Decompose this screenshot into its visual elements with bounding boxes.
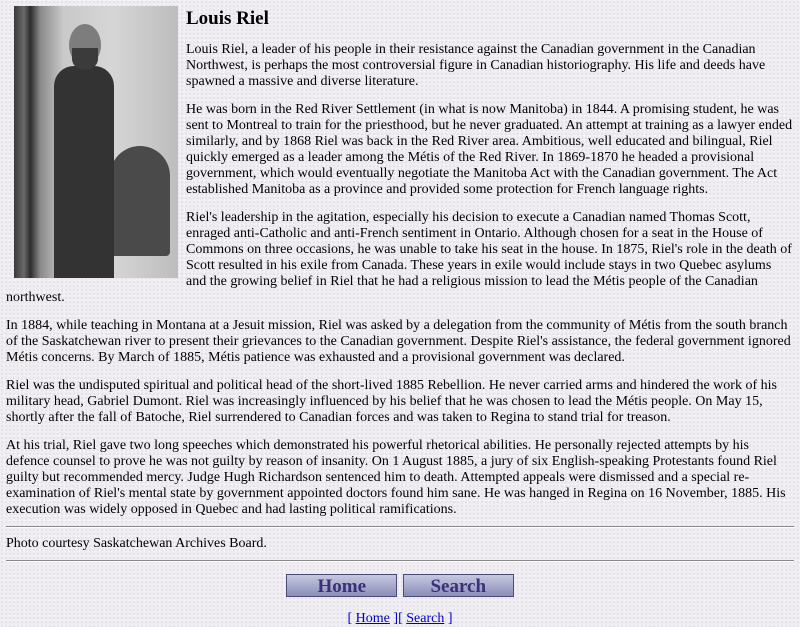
nav-buttons bbox=[6, 574, 794, 597]
home-button[interactable]: Home bbox=[286, 574, 397, 597]
paragraph: Louis Riel, a leader of his people in their resistance against the Canadian government in the Canadian Northwest, is perhaps the most controversial figure in Canadian historiography. His life and deeds have spawned a massive and diverse literature. bbox=[186, 42, 766, 89]
photo-figure bbox=[54, 66, 114, 278]
divider bbox=[6, 526, 794, 528]
bracket: ] bbox=[393, 611, 399, 626]
louis-riel-photo bbox=[14, 6, 178, 278]
bracket: [ bbox=[398, 611, 403, 626]
photo-credit: Photo courtesy Saskatchewan Archives Board. bbox=[6, 536, 267, 551]
paragraph: At his trial, Riel gave two long speeches which demonstrated his powerful rhetorical abilities. He personally rejected attempts by his defence counsel to prove he was not guilty by reason of insanity. On 1 August 1885, a jury of six English-speaking Protestants found Riel guilty but recommended mercy. Judge Hugh Richardson sentenced him to death. Attempted appeals were dismissed and a special re-examination of Riel's mental state by government appointed doctors found him sane. He was hanged in Regina on 16 November, 1885. His execution was widely opposed in Quebec and had lasting political ramifications. bbox=[6, 438, 786, 517]
home-link[interactable]: Home bbox=[355, 611, 390, 626]
paragraph: Riel's leadership in the agitation, especially his decision to execute a Canadian named Thomas Scott, enraged anti-Catholic and anti-French sentiment in Ontario. Although chosen for a seat in the House of Commons on three occasions, he was unable to take his seat in the house. In 1875, Riel's role in the death of Scott resulted in his exile from Canada. These years in exile would include stays in two Quebec asylums and the growing belief in Riel that he had a religious mission to lead the Métis people of the Canadian northwest. bbox=[6, 210, 792, 305]
text-nav bbox=[6, 611, 794, 627]
search-link[interactable]: Search bbox=[406, 611, 445, 626]
paragraph: In 1884, while teaching in Montana at a Jesuit mission, Riel was asked by a delegation from the community of Métis from the south branch of the Saskatchewan river to present their grievances to the Canadian government. Despite Riel's assistance, the federal government ignored Métis concerns. By March of 1885, Métis patience was exhausted and a provisional government was declared. bbox=[6, 318, 791, 365]
bracket: ] bbox=[447, 611, 453, 626]
paragraph: Riel was the undisputed spiritual and political head of the short-lived 1885 Rebellion. He never carried arms and hindered the work of his military head, Gabriel Dumont. Riel was increasingly influenced by his belief that he was chosen to lead the Métis people. On May 15, shortly after the fall of Batoche, Riel surrendered to Canadian forces and was taken to Regina to stand trial for treason. bbox=[6, 378, 777, 425]
page-title: Louis Riel bbox=[186, 8, 269, 29]
paragraph: He was born in the Red River Settlement (in what is now Manitoba) in 1844. A promising student, he was sent to Montreal to train for the priesthood, but he never graduated. An attempt at training as a lawyer ended similarly, and by 1868 Riel was back in the Red River area. Ambitious, well educated and bilingual, Riel quickly emerged as a leader among the Métis of the Red River. In 1869-1870 he headed a provisional government, which would eventually negotiate the Manitoba Act with the Canadian government. The Act established Manitoba as a province and provided some protection for French language rights. bbox=[186, 102, 793, 197]
divider bbox=[6, 560, 794, 562]
search-button[interactable]: Search bbox=[403, 574, 514, 597]
photo-chair bbox=[110, 146, 170, 256]
bracket: [ bbox=[347, 611, 353, 626]
photo-beard bbox=[72, 48, 98, 70]
